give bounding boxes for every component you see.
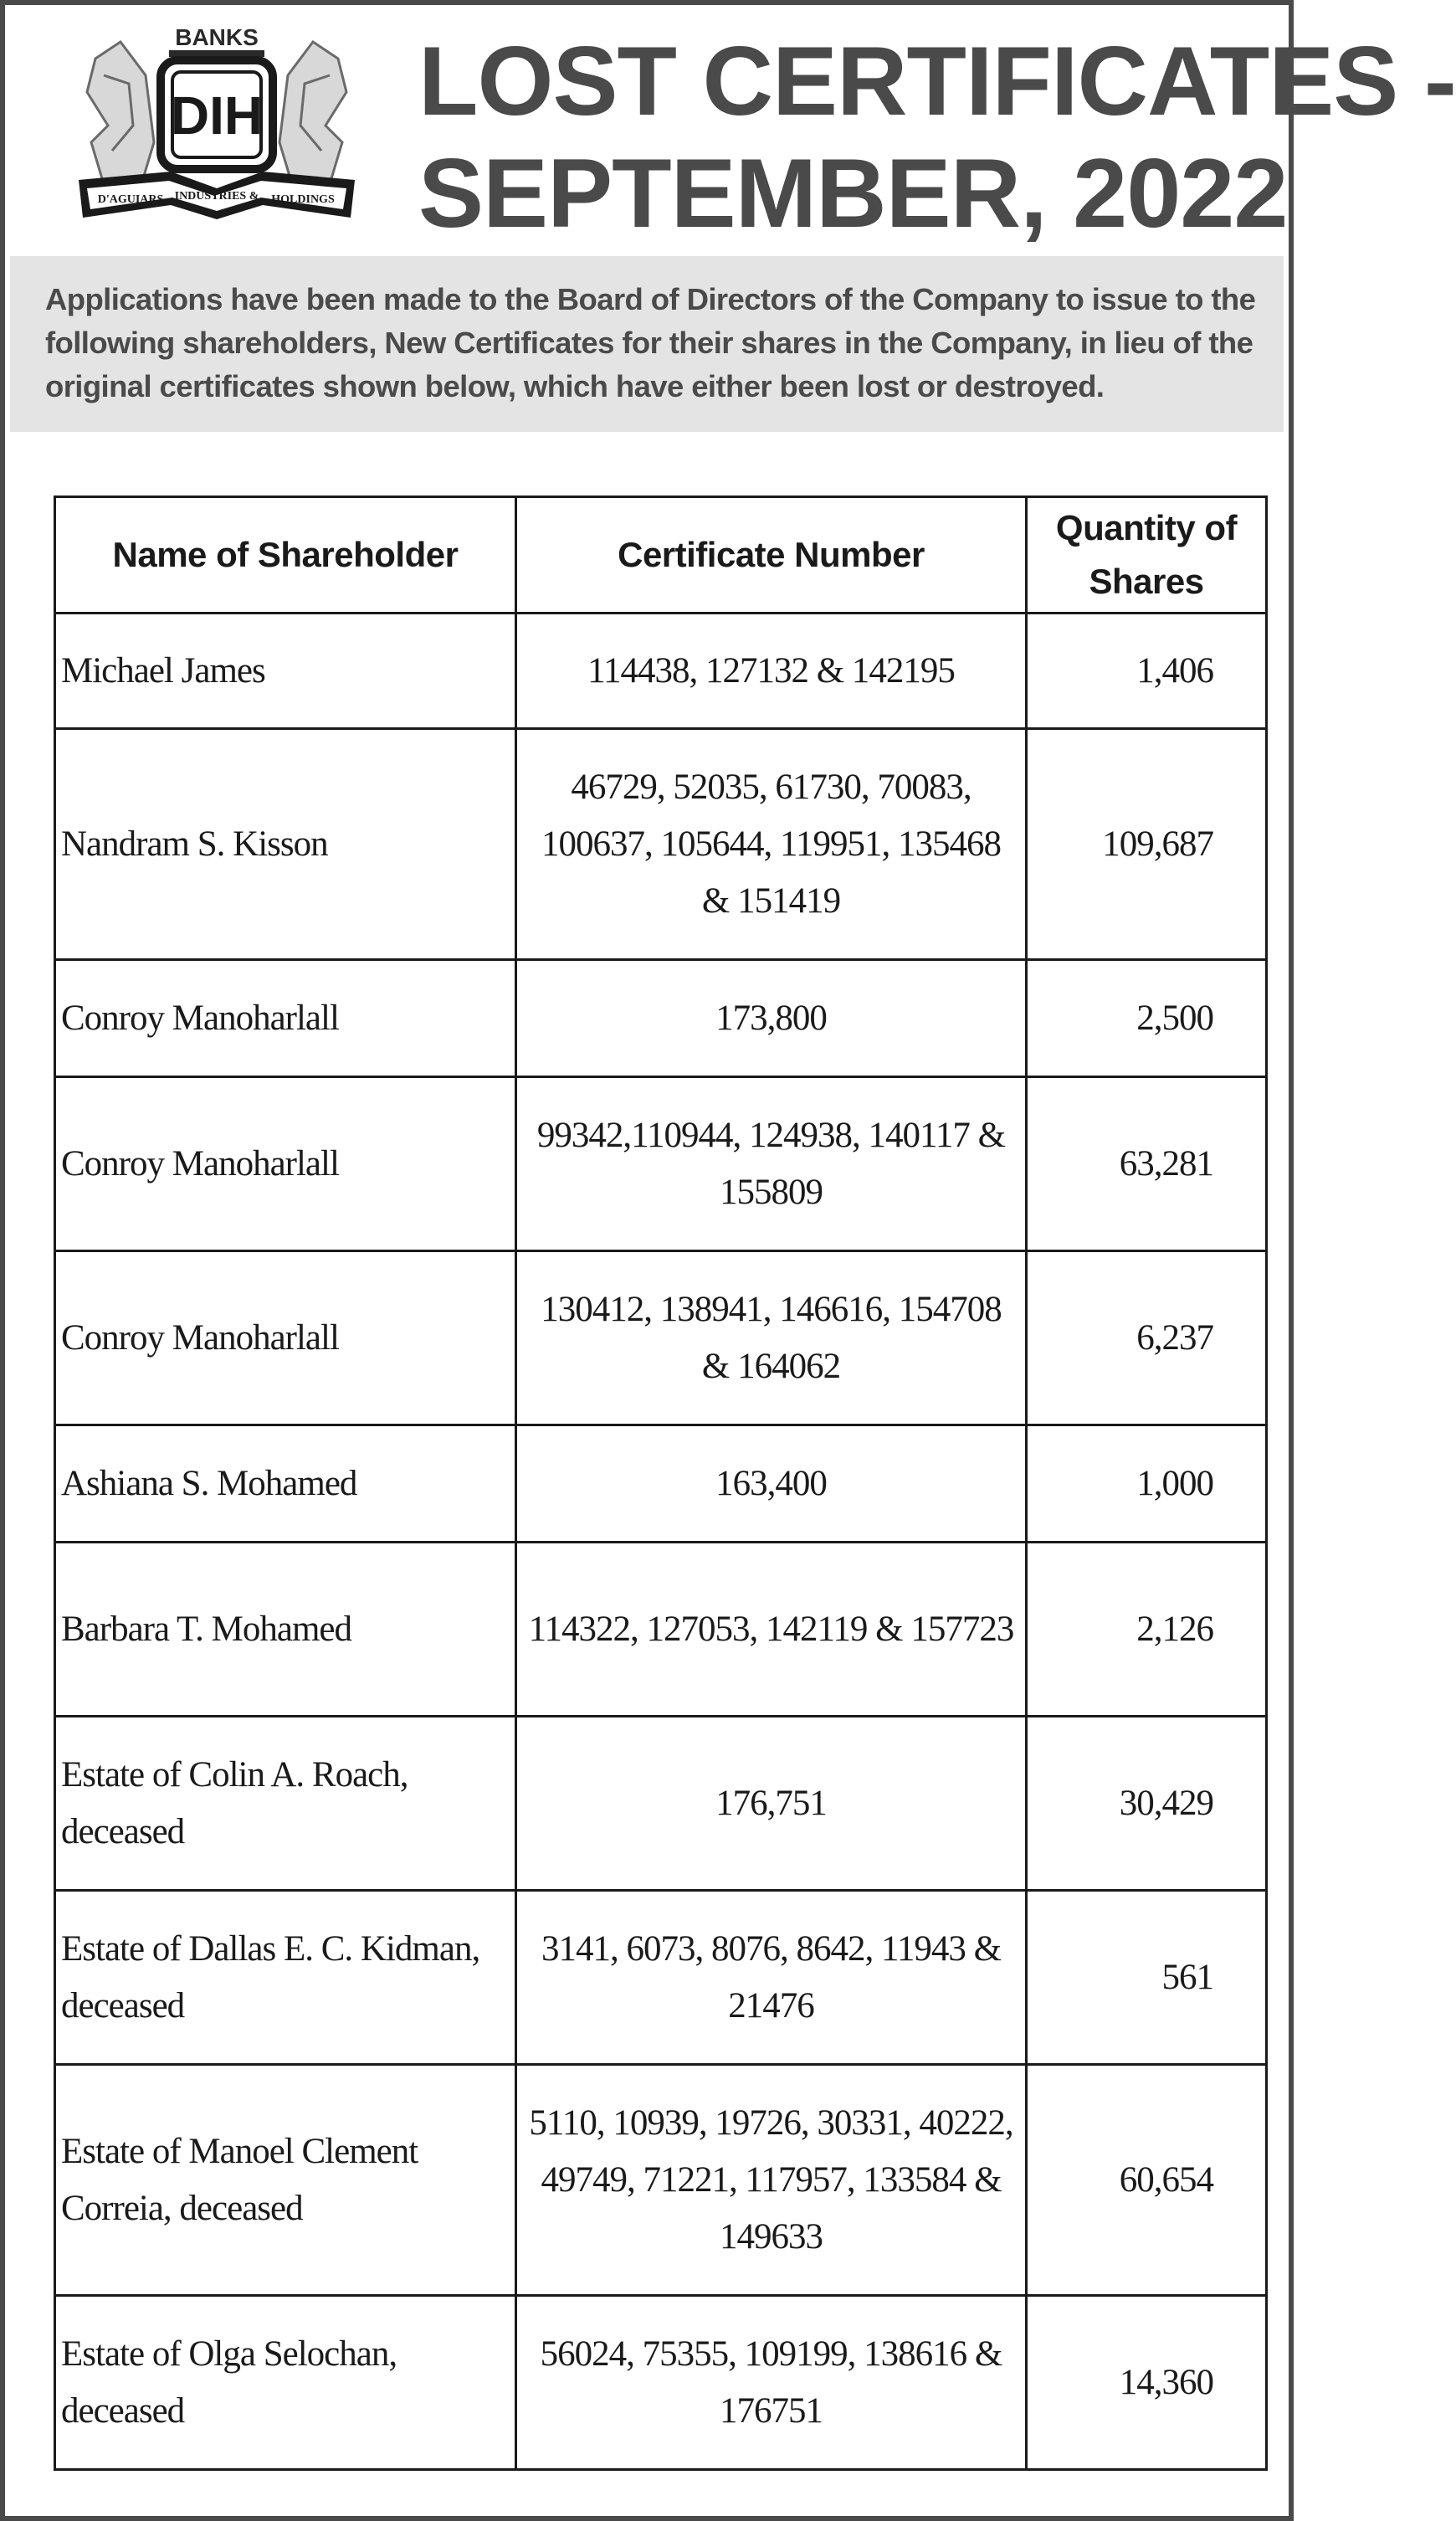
certificate-number: 46729, 52035, 61730, 70083, 100637, 105644, 119951, 135468 & 151419	[516, 729, 1027, 960]
certificate-number: 130412, 138941, 146616, 154708 & 164062	[516, 1251, 1027, 1425]
certificates-table	[54, 495, 1268, 2471]
table-row	[55, 1717, 1267, 1891]
certificate-number: 5110, 10939, 19726, 30331, 40222, 49749, 71221, 117957, 133584 & 149633	[516, 2065, 1027, 2296]
certificate-number: 173,800	[516, 960, 1027, 1077]
table-row	[55, 1891, 1267, 2065]
shareholder-name: Michael James	[55, 614, 516, 729]
shareholder-name: Estate of Dallas E. C. Kidman, deceased	[55, 1891, 516, 2065]
share-quantity: 2,500	[1027, 960, 1267, 1077]
shareholder-name: Estate of Manoel Clement Correia, deceased	[55, 2065, 516, 2296]
certificate-number: 114322, 127053, 142119 & 157723	[516, 1543, 1027, 1717]
shareholder-name: Conroy Manoharlall	[55, 960, 516, 1077]
certificate-number: 114438, 127132 & 142195	[516, 614, 1027, 729]
table-header-row	[55, 497, 1267, 614]
table-row	[55, 1251, 1267, 1425]
certificate-number: 56024, 75355, 109199, 138616 & 176751	[516, 2296, 1027, 2470]
table-row	[55, 1077, 1267, 1251]
logo-top-text: BANKS	[175, 24, 259, 50]
certificate-number: 163,400	[516, 1425, 1027, 1543]
header-certificate: Certificate Number	[516, 497, 1027, 614]
table-row	[55, 614, 1267, 729]
table-row	[55, 1425, 1267, 1543]
shareholder-name: Nandram S. Kisson	[55, 729, 516, 960]
share-quantity: 63,281	[1027, 1077, 1267, 1251]
share-quantity: 109,687	[1027, 729, 1267, 960]
header-quantity: Quantity of Shares	[1027, 497, 1267, 614]
table-row	[55, 960, 1267, 1077]
shareholder-name: Conroy Manoharlall	[55, 1077, 516, 1251]
share-quantity: 60,654	[1027, 2065, 1267, 2296]
title-line-1: LOST CERTIFICATES -	[418, 26, 1456, 136]
table-row	[55, 729, 1267, 960]
share-quantity: 2,126	[1027, 1543, 1267, 1717]
share-quantity: 6,237	[1027, 1251, 1267, 1425]
notice-header	[5, 5, 1456, 256]
certificate-number: 176,751	[516, 1717, 1027, 1891]
table-row	[55, 1543, 1267, 1717]
shareholder-name: Conroy Manoharlall	[55, 1251, 516, 1425]
intro-text: Applications have been made to the Board of Directors of the Company to issue to the following shareholders, New Certificates for their shares in the Company, in lieu of the original certificates shown below, which have either been lost or destroyed.	[45, 282, 1256, 403]
share-quantity: 561	[1027, 1891, 1267, 2065]
logo-monogram: DIH	[170, 85, 264, 146]
certificate-number: 99342,110944, 124938, 140117 & 155809	[516, 1077, 1027, 1251]
table-row	[55, 2065, 1267, 2296]
share-quantity: 14,360	[1027, 2296, 1267, 2470]
intro-panel	[10, 256, 1284, 432]
header-name: Name of Shareholder	[55, 497, 516, 614]
logo-banner-right: HOLDINGS	[271, 193, 335, 206]
table-row	[55, 2296, 1267, 2470]
title-line-2: SEPTEMBER, 2022	[418, 138, 1288, 248]
shareholder-name: Barbara T. Mohamed	[55, 1543, 516, 1717]
company-logo	[70, 25, 363, 226]
shareholder-name: Ashiana S. Mohamed	[55, 1425, 516, 1543]
logo-banner-left: D'AGUIARS	[97, 193, 164, 206]
logo-banner-middle: INDUSTRIES &	[174, 190, 259, 203]
shareholder-name: Estate of Olga Selochan, deceased	[55, 2296, 516, 2470]
share-quantity: 1,000	[1027, 1425, 1267, 1543]
shareholder-name: Estate of Colin A. Roach, deceased	[55, 1717, 516, 1891]
share-quantity: 1,406	[1027, 614, 1267, 729]
share-quantity: 30,429	[1027, 1717, 1267, 1891]
certificate-number: 3141, 6073, 8076, 8642, 11943 & 21476	[516, 1891, 1027, 2065]
page-title	[418, 25, 1456, 249]
